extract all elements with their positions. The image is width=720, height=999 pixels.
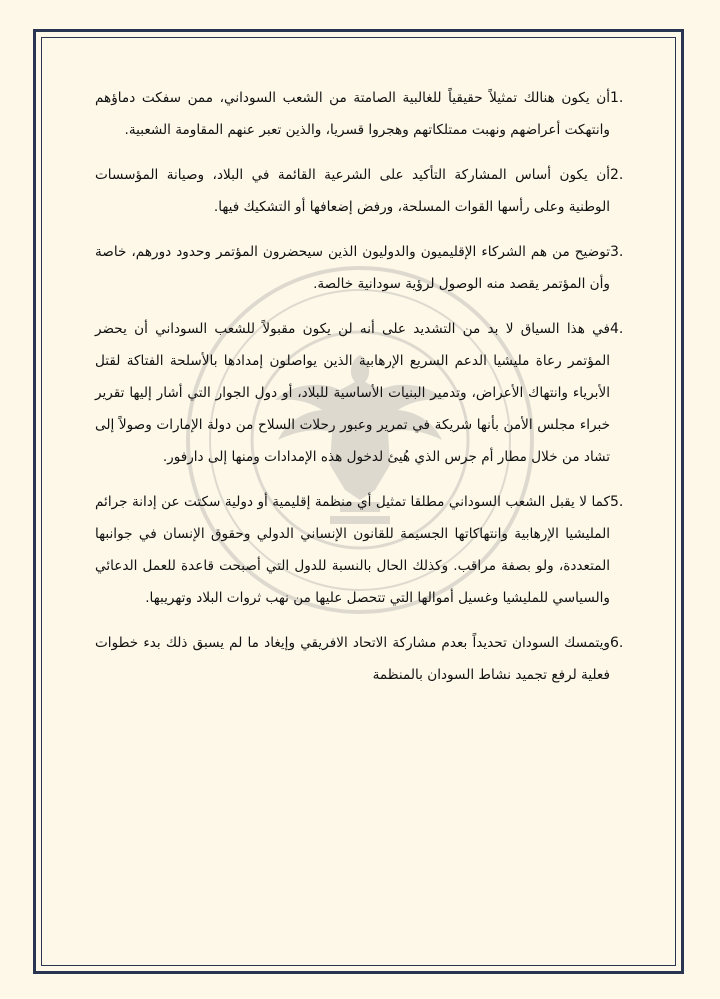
list-item (95, 236, 640, 300)
item-text: توضيح من هم الشركاء الإقليميون والدوليون الذين سيحضرون المؤتمر وحدود دورهم، خاصة وأن المؤتمر يقصد منه الوصول لرؤية سودانية خالصة. (95, 244, 610, 292)
item-number: 2. (610, 167, 624, 183)
item-number: 3. (610, 244, 624, 260)
item-text: ويتمسك السودان تحديداً بعدم مشاركة الاتحاد الافريقي وإيغاد ما لم يسبق ذلك بدء خطوات فعلية لرفع تجميد نشاط السودان بالمنظمة (95, 635, 610, 683)
item-text: كما لا يقبل الشعب السوداني مطلقا تمثيل أي منظمة إقليمية أو دولية سكتت عن إدانة جرائم المليشيا الإرهابية وانتهاكاتها الجسيمة للقانون الإنساني الدولي وحقوق الإنسان في جوانبها المتعددة، ولو بصفة مراقب. وكذلك الحال بالنسبة للدول التي أصبحت قاعدة للعمل الدعائي والسياسي للمليشيا وغسيل أموالها التي تتحصل عليها من نهب ثروات البلاد وتهريبها. (95, 494, 610, 606)
item-text: أن يكون هنالك تمثيلاً حقيقياً للغالبية الصامتة من الشعب السوداني، ممن سفكت دماؤهم وانتهكت أعراضهم ونهبت ممتلكاتهم وهجروا قسريا، والذين تعبر عنهم المقاومة الشعبية. (95, 90, 610, 138)
list-item (95, 627, 640, 691)
item-number: 6. (610, 635, 624, 651)
document-body (95, 82, 640, 691)
item-text: في هذا السياق لا بد من التشديد على أنه لن يكون مقبولاً للشعب السوداني أن يحضر المؤتمر رعاة مليشيا الدعم السريع الإرهابية الذين يواصلون إمدادها بالأسلحة الفتاكة لقتل الأبرياء وانتهاك الأعراض، وتدمير البنيات الأساسية للبلاد، أو دول الجوار التي أشار إليها تقرير خبراء مجلس الأمن بأنها شريكة في تمرير وعبور رحلات السلاح من دولة الإمارات وصولاً إلى تشاد من خلال مطار أم جرس الذي هُيئ لدخول هذه الإمدادات ومنها إلى دارفور. (95, 321, 610, 465)
list-item (95, 486, 640, 614)
item-number: 5. (610, 494, 624, 510)
list-item (95, 313, 640, 473)
item-number: 4. (610, 321, 624, 337)
item-text: أن يكون أساس المشاركة التأكيد على الشرعية القائمة في البلاد، وصيانة المؤسسات الوطنية وعلى رأسها القوات المسلحة، ورفض إضعافها أو التشكيك فيها. (95, 167, 610, 215)
item-number: 1. (610, 90, 624, 106)
list-item (95, 82, 640, 146)
list-item (95, 159, 640, 223)
